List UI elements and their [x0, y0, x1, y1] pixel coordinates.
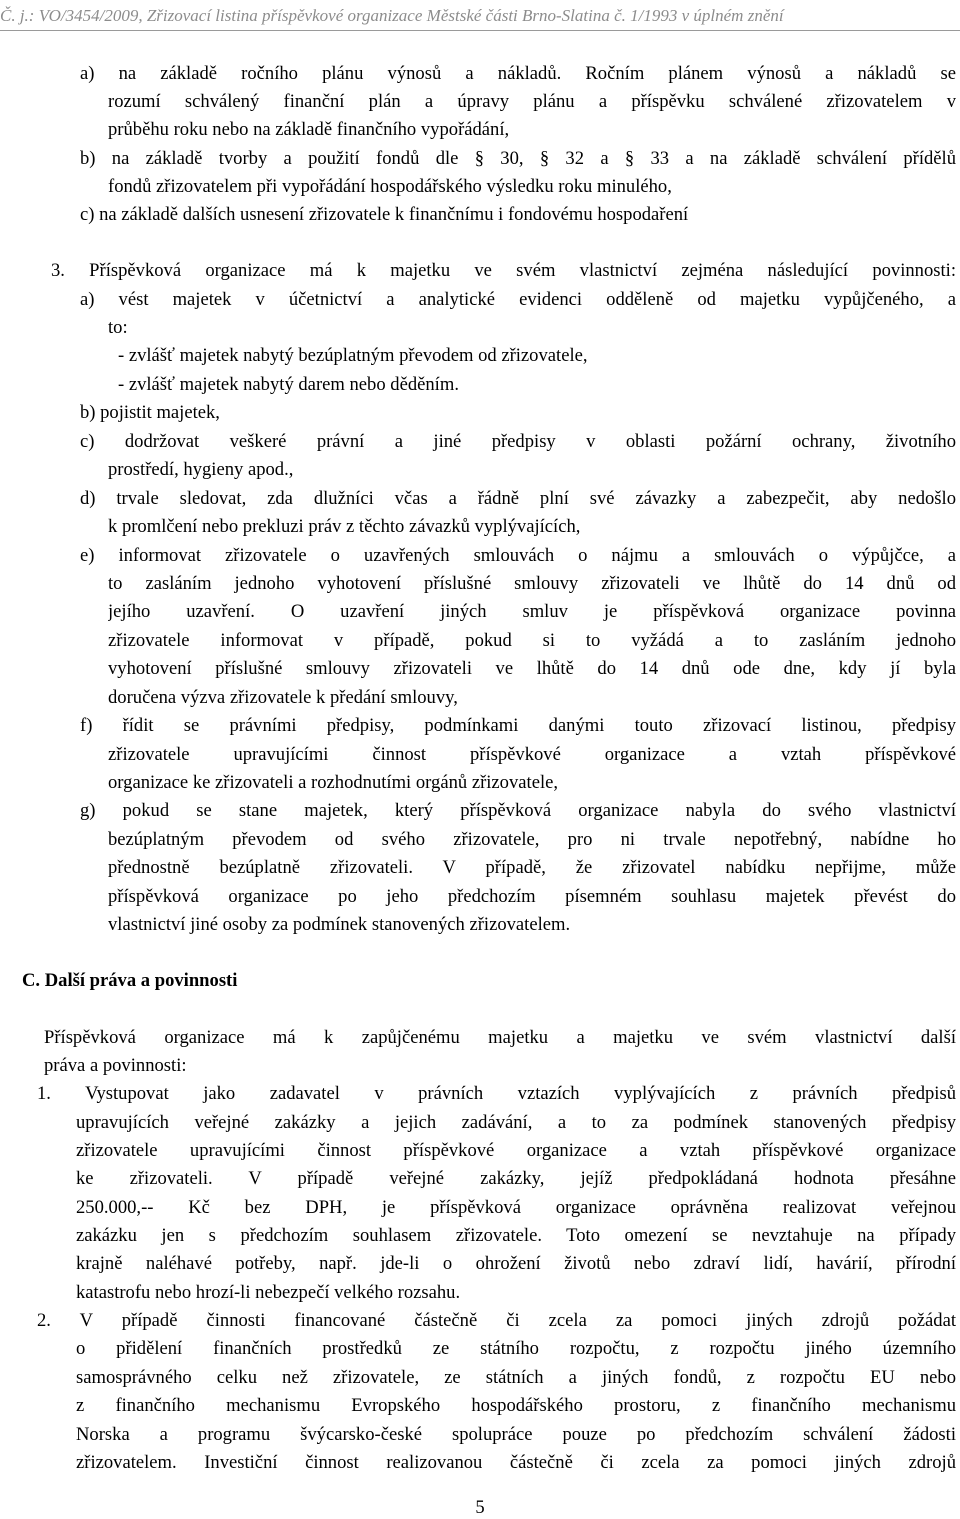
text-line: bezúplatným převodem od svého zřizovatele, pro ni trvale nepotřebný, nabídne ho	[108, 829, 956, 850]
text-line: 1. Vystupovat jako zadavatel v právních vztazích vyplývajících z právních předpisů	[37, 1083, 956, 1104]
text-line: zřizovatele upravujícími činnost příspěvkové organizace a vztah příspěvkové	[108, 744, 956, 765]
text-line: jejího uzavření. O uzavření jiných smluv je příspěvková organizace povinna	[108, 601, 956, 622]
text-line: a) na základě ročního plánu výnosů a nákladů. Ročním plánem výnosů a nákladů se	[80, 63, 956, 84]
text-line: a) vést majetek v účetnictví a analytické evidenci odděleně od majetku vypůjčeného, a	[80, 289, 956, 310]
text-line: vyhotovení příslušné smlouvy zřizovateli ve lhůtě do 14 dnů ode dne, kdy jí byla	[108, 658, 956, 679]
text-line: Příspěvková organizace má k zapůjčenému majetku a majetku ve svém vlastnictví další	[44, 1027, 956, 1048]
text-line: vlastnictví jiné osoby za podmínek stanovených zřizovatelem.	[108, 914, 571, 935]
text-line: prostředí, hygieny apod.,	[108, 459, 294, 480]
section-heading: C. Další práva a povinnosti	[22, 970, 238, 991]
text-line: 3. Příspěvková organizace má k majetku ve svém vlastnictví zejména následující povinnosti:	[51, 260, 956, 281]
document-header: Č. j.: VO/3454/2009, Zřizovací listina příspěvkové organizace Městské části Brno-Slatina č. 1/1993 v úplném znění	[0, 6, 784, 25]
text-line: to:	[108, 317, 128, 338]
text-line: fondů zřizovatelem při vypořádání hospodářského výsledku roku minulého,	[108, 176, 672, 197]
text-line: - zvlášť majetek nabytý darem nebo děděním.	[118, 374, 459, 395]
text-line: k promlčení nebo prekluzi práv z těchto závazků vyplývajících,	[108, 516, 581, 537]
text-line: o přidělení finančních prostředků ze státního rozpočtu, z rozpočtu jiného územního	[76, 1338, 956, 1359]
page-number: 5	[475, 1497, 485, 1518]
text-line: rozumí schválený finanční plán a úpravy plánu a příspěvku schválené zřizovatelem v	[108, 91, 956, 112]
text-line: krajně naléhavé potřeby, např. jde-li o ohrožení životů nebo zdraví lidí, havárií, přírodní	[76, 1253, 956, 1274]
text-line: samosprávného celku než zřizovatele, ze státních a jiných fondů, z rozpočtu EU nebo	[76, 1367, 956, 1388]
text-line: přednostně bezúplatně zřizovateli. V případě, že zřizovatel nabídku nepřijme, může	[108, 857, 956, 878]
text-line: z finančního mechanismu Evropského hospodářského prostoru, z finančního mechanismu	[76, 1395, 956, 1416]
text-line: průběhu roku nebo na základě finančního vypořádání,	[108, 119, 510, 140]
text-line: g) pokud se stane majetek, který příspěvková organizace nabyla do svého vlastnictví	[80, 800, 956, 821]
header-divider	[0, 30, 960, 31]
text-line: upravujících veřejné zakázky a jejich zadávání, a to za podmínek stanovených předpisy	[76, 1112, 956, 1133]
text-line: 250.000,-- Kč bez DPH, je příspěvková organizace oprávněna realizovat veřejnou	[76, 1197, 956, 1218]
text-line: doručena výzva zřizovatele k předání smlouvy,	[108, 687, 458, 708]
text-line: práva a povinnosti:	[44, 1055, 187, 1076]
text-line: e) informovat zřizovatele o uzavřených smlouvách o nájmu a smlouvách o výpůjčce, a	[80, 545, 956, 566]
text-line: katastrofu nebo hrozí-li nebezpečí velkého rozsahu.	[76, 1282, 461, 1303]
text-line: f) řídit se právními předpisy, podmínkami danými touto zřizovací listinou, předpisy	[80, 715, 956, 736]
text-line: ke zřizovateli. V případě veřejné zakázky, jejíž předpokládaná hodnota přesáhne	[76, 1168, 956, 1189]
text-line: organizace ke zřizovateli a rozhodnutími orgánů zřizovatele,	[108, 772, 559, 793]
text-line: c) dodržovat veškeré právní a jiné předpisy v oblasti požární ochrany, životního	[80, 431, 956, 452]
text-line: c) na základě dalších usnesení zřizovatele k finančnímu i fondovému hospodaření	[80, 204, 689, 225]
text-line: b) na základě tvorby a použití fondů dle § 30, § 32 a § 33 a na základě schválení přídělů	[80, 148, 956, 169]
text-line: příspěvková organizace po jeho předchozím písemném souhlasu majetek převést do	[108, 886, 956, 907]
text-line: zřizovatele informovat v případě, pokud si to vyžádá a to zasláním jednoho	[108, 630, 956, 651]
text-line: zřizovatelem. Investiční činnost realizovanou částečně či zcela za pomoci jiných zdrojů	[76, 1452, 956, 1473]
text-line: to zasláním jednoho vyhotovení příslušné smlouvy zřizovateli ve lhůtě do 14 dnů od	[108, 573, 956, 594]
text-line: d) trvale sledovat, zda dlužníci včas a řádně plní své závazky a zabezpečit, aby nedošlo	[80, 488, 956, 509]
text-line: - zvlášť majetek nabytý bezúplatným převodem od zřizovatele,	[118, 345, 588, 366]
text-line: 2. V případě činnosti financované částečně či zcela za pomoci jiných zdrojů požádat	[37, 1310, 956, 1331]
text-line: zakázku jen s předchozím souhlasem zřizovatele. Toto omezení se nevztahuje na případy	[76, 1225, 956, 1246]
text-line: zřizovatele upravujícími činnost příspěvkové organizace a vztah příspěvkové organizace	[76, 1140, 956, 1161]
text-line: b) pojistit majetek,	[80, 402, 220, 423]
text-line: Norska a programu švýcarsko-české spolupráce pouze po předchozím schválení žádosti	[76, 1424, 956, 1445]
